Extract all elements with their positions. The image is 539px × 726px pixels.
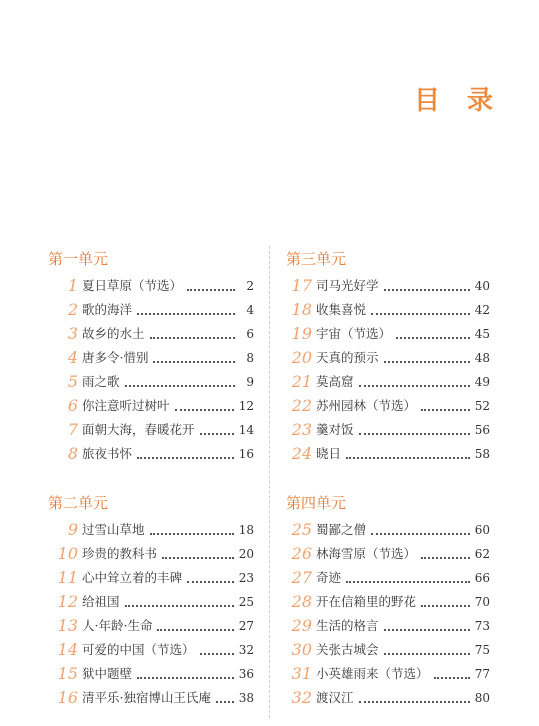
lesson-title: 苏州园林（节选）	[316, 398, 417, 413]
lesson-title: 给祖国	[82, 594, 120, 609]
lesson-title: 小英雄雨来（节选）	[316, 666, 429, 681]
toc-entry[interactable]	[286, 274, 490, 298]
lesson-number: 30	[291, 640, 312, 659]
lesson-title: 渡汉江	[316, 690, 354, 705]
toc-entry[interactable]	[48, 418, 254, 442]
lesson-number: 21	[291, 372, 312, 391]
page-number: 45	[474, 327, 490, 341]
dot-leader	[359, 383, 470, 387]
toc-entry[interactable]	[286, 542, 490, 566]
lesson-title: 人·年龄·生命	[82, 618, 153, 633]
lesson-title: 奇迹	[316, 570, 342, 585]
toc-entry[interactable]	[286, 686, 490, 710]
page-number: 73	[474, 619, 490, 633]
toc-entry[interactable]	[286, 346, 490, 370]
lesson-number: 12	[57, 592, 78, 611]
lesson-number: 26	[291, 544, 312, 563]
toc-entry[interactable]	[286, 322, 490, 346]
dot-leader	[359, 431, 470, 435]
lesson-number: 15	[57, 664, 78, 683]
toc-entry[interactable]	[286, 418, 490, 442]
page-number: 48	[474, 351, 490, 365]
lesson-number: 11	[57, 568, 78, 587]
lesson-number: 17	[291, 276, 312, 295]
dot-leader	[384, 359, 470, 363]
toc-entry[interactable]	[48, 590, 254, 614]
lesson-number: 27	[291, 568, 312, 587]
page-number: 32	[238, 643, 254, 657]
page-number: 16	[238, 447, 254, 461]
lesson-title: 珍贵的教科书	[82, 546, 158, 561]
lesson-number: 16	[57, 688, 78, 707]
page-number: 40	[474, 279, 490, 293]
lesson-title: 心中耸立着的丰碑	[82, 570, 183, 585]
page-number: 66	[474, 571, 490, 585]
page-number: 38	[238, 691, 254, 705]
toc-entry[interactable]	[48, 322, 254, 346]
unit-heading: 第一单元	[48, 250, 109, 268]
lesson-title: 关张古城会	[316, 642, 379, 657]
page-number: 2	[246, 279, 254, 293]
toc-entry[interactable]	[286, 614, 490, 638]
lesson-title: 歌的海洋	[82, 302, 133, 317]
page-number: 58	[474, 447, 490, 461]
dot-leader	[137, 311, 235, 315]
lesson-title: 羹对饭	[316, 422, 354, 437]
toc-entry[interactable]	[48, 638, 254, 662]
toc-entry[interactable]	[286, 518, 490, 542]
lesson-number: 4	[67, 348, 78, 367]
dot-leader	[384, 627, 470, 631]
lesson-number: 19	[291, 324, 312, 343]
unit-heading: 第二单元	[48, 494, 109, 512]
lesson-number: 10	[57, 544, 78, 563]
lesson-number: 22	[291, 396, 312, 415]
lesson-title: 司马光好学	[316, 278, 379, 293]
lesson-title: 蜀鄙之僧	[316, 522, 367, 537]
lesson-title: 可爱的中国（节选）	[82, 642, 195, 657]
lesson-number: 6	[67, 396, 78, 415]
page-number: 14	[238, 423, 254, 437]
dot-leader	[125, 383, 235, 387]
lesson-title: 开在信箱里的野花	[316, 594, 417, 609]
lesson-number: 25	[291, 520, 312, 539]
lesson-number: 2	[67, 300, 78, 319]
dot-leader	[346, 579, 470, 583]
dot-leader	[421, 555, 470, 559]
dot-leader	[200, 651, 234, 655]
lesson-title: 旅夜书怀	[82, 446, 133, 461]
toc-entry[interactable]	[48, 442, 254, 466]
dot-leader	[187, 287, 235, 291]
lesson-title: 狱中题壁	[82, 666, 133, 681]
page-number: 49	[474, 375, 490, 389]
lesson-title: 雨之歌	[82, 374, 120, 389]
page-number: 9	[246, 375, 254, 389]
lesson-title: 生活的格言	[316, 618, 379, 633]
dot-leader	[421, 603, 470, 607]
toc-entry[interactable]	[286, 566, 490, 590]
page-number: 60	[474, 523, 490, 537]
lesson-number: 1	[67, 276, 78, 295]
lesson-title: 面朝大海，春暖花开	[82, 422, 195, 437]
lesson-title: 莫高窟	[316, 374, 354, 389]
unit-heading: 第三单元	[286, 250, 347, 268]
lesson-number: 24	[291, 444, 312, 463]
page-number: 20	[238, 547, 254, 561]
unit-section	[48, 492, 254, 710]
page-number: 4	[246, 303, 254, 317]
unit-section	[48, 248, 254, 466]
page-number: 62	[474, 547, 490, 561]
page-number: 56	[474, 423, 490, 437]
toc-entry[interactable]	[48, 298, 254, 322]
toc-entry[interactable]	[286, 662, 490, 686]
lesson-number: 23	[291, 420, 312, 439]
dot-leader	[175, 407, 234, 411]
page-number: 52	[474, 399, 490, 413]
dot-leader	[434, 675, 470, 679]
toc-entry[interactable]	[286, 394, 490, 418]
page-title: 目 录	[414, 86, 503, 116]
toc-entry[interactable]	[48, 686, 254, 710]
lesson-number: 32	[291, 688, 312, 707]
toc-entry[interactable]	[48, 274, 254, 298]
dot-leader	[150, 335, 235, 339]
lesson-title: 故乡的水土	[82, 326, 145, 341]
page-number: 77	[474, 667, 490, 681]
dot-leader	[384, 651, 470, 655]
toc-entry[interactable]	[286, 590, 490, 614]
dot-leader	[137, 455, 234, 459]
page-number: 36	[238, 667, 254, 681]
dot-leader	[346, 455, 470, 459]
toc-entry[interactable]	[48, 518, 254, 542]
page-number: 75	[474, 643, 490, 657]
toc-entry[interactable]	[48, 542, 254, 566]
dot-leader	[371, 311, 470, 315]
toc-entry[interactable]	[48, 370, 254, 394]
dot-leader	[216, 699, 234, 703]
lesson-title: 唐多令·惜别	[82, 350, 149, 365]
dot-leader	[371, 531, 470, 535]
toc-entry[interactable]	[48, 394, 254, 418]
lesson-title: 你注意听过树叶	[82, 398, 170, 413]
lesson-number: 29	[291, 616, 312, 635]
column-divider	[269, 246, 270, 718]
dot-leader	[187, 579, 234, 583]
page-number: 18	[238, 523, 254, 537]
lesson-title: 宇宙（节选）	[316, 326, 392, 341]
lesson-title: 清平乐·独宿博山王氏庵	[82, 690, 211, 705]
lesson-title: 林海雪原（节选）	[316, 546, 417, 561]
lesson-number: 18	[291, 300, 312, 319]
toc-entry[interactable]	[48, 566, 254, 590]
unit-section	[286, 248, 490, 466]
lesson-number: 20	[291, 348, 312, 367]
page-number: 25	[238, 595, 254, 609]
page-number: 80	[474, 691, 490, 705]
dot-leader	[137, 675, 234, 679]
dot-leader	[153, 359, 235, 363]
dot-leader	[157, 627, 233, 631]
dot-leader	[162, 555, 234, 559]
lesson-title: 过雪山草地	[82, 522, 145, 537]
dot-leader	[359, 699, 470, 703]
lesson-title: 夏日草原（节选）	[82, 278, 183, 293]
toc-entry[interactable]	[286, 442, 490, 466]
lesson-title: 收集喜悦	[316, 302, 367, 317]
toc-entry[interactable]	[48, 346, 254, 370]
toc-entry[interactable]	[286, 370, 490, 394]
dot-leader	[200, 431, 234, 435]
lesson-number: 7	[67, 420, 78, 439]
dot-leader	[396, 335, 470, 339]
lesson-title: 晓日	[316, 446, 342, 461]
page-number: 70	[474, 595, 490, 609]
lesson-number: 31	[291, 664, 312, 683]
toc-entry[interactable]	[48, 614, 254, 638]
page-number: 8	[246, 351, 254, 365]
lesson-number: 14	[57, 640, 78, 659]
unit-section	[286, 492, 490, 710]
dot-leader	[125, 603, 234, 607]
page-number: 23	[238, 571, 254, 585]
page-number: 6	[246, 327, 254, 341]
dot-leader	[150, 531, 234, 535]
toc-entry[interactable]	[48, 662, 254, 686]
toc-entry[interactable]	[286, 638, 490, 662]
lesson-title: 天真的预示	[316, 350, 379, 365]
lesson-number: 13	[57, 616, 78, 635]
dot-leader	[384, 287, 470, 291]
lesson-number: 8	[67, 444, 78, 463]
lesson-number: 28	[291, 592, 312, 611]
toc-entry[interactable]	[286, 298, 490, 322]
lesson-number: 9	[67, 520, 78, 539]
page-number: 42	[474, 303, 490, 317]
page-number: 12	[238, 399, 254, 413]
page-number: 27	[238, 619, 254, 633]
dot-leader	[421, 407, 470, 411]
lesson-number: 3	[67, 324, 78, 343]
lesson-number: 5	[67, 372, 78, 391]
unit-heading: 第四单元	[286, 494, 347, 512]
